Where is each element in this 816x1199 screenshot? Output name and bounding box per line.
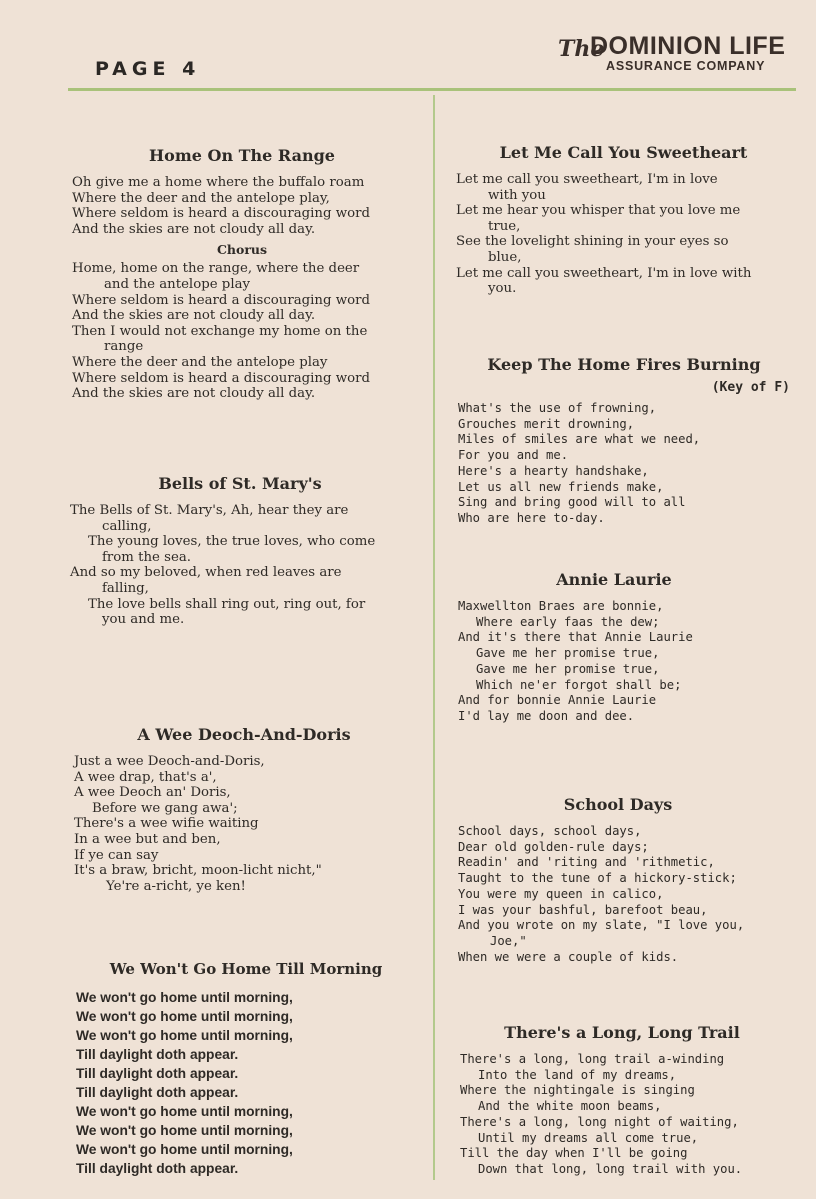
lyric-line: We won't go home until morning, [76, 990, 293, 1005]
lyric-line: We won't go home until morning, [76, 1104, 293, 1119]
lyric-line: We won't go home until morning, [76, 1028, 293, 1043]
lyric-line: Let us all new friends make, [458, 479, 664, 494]
song-title: School Days [563, 795, 673, 814]
lyric-line: and the antelope play [104, 276, 251, 292]
lyric-line: And the white moon beams, [478, 1099, 662, 1114]
lyric-line: Till the day when I'll be going [460, 1146, 688, 1161]
lyric-line: A wee Deoch an' Doris, [74, 785, 231, 801]
lyric-line: We won't go home until morning, [76, 1009, 293, 1024]
lyric-line: What's the use of frowning, [458, 401, 657, 415]
lyric-line: I'd lay me doon and dee. [458, 708, 635, 723]
song-wont-go-home-till-morning [76, 960, 416, 1178]
lyric-line: Into the land of my dreams, [478, 1067, 677, 1082]
lyric-line: A wee drap, that's a', [74, 769, 217, 785]
lyric-line: School days, school days, [458, 824, 642, 838]
lyric-line: Let me call you sweetheart, I'm in love with [456, 265, 752, 281]
column-divider [433, 95, 435, 1180]
lyric-line: with you [488, 187, 546, 203]
lyric-line: And it's there that Annie Laurie [458, 630, 693, 645]
lyric-line: There's a long, long trail a-winding [460, 1052, 725, 1066]
lyric-line: When we were a couple of kids. [458, 949, 679, 964]
lyric-line: Until my dreams all come true, [478, 1130, 699, 1145]
lyric-line: Then I would not exchange my home on the [72, 323, 368, 339]
logo-assurance-company: ASSURANCE COMPANY [606, 59, 766, 73]
company-logo [558, 32, 786, 82]
song-title: Annie Laurie [556, 570, 672, 589]
lyric-line: Dear old golden-rule days; [458, 839, 649, 854]
lyric-line: Just a wee Deoch-and-Doris, [74, 754, 265, 769]
lyric-line: Readin' and 'riting and 'rithmetic, [458, 855, 715, 870]
lyric-line: Joe," [490, 933, 527, 948]
lyric-line: blue, [488, 249, 522, 265]
lyric-line: I was your bashful, barefoot beau, [458, 902, 708, 917]
lyric-line: Before we gang awa'; [92, 800, 238, 816]
lyric-line: The Bells of St. Mary's, Ah, hear they are [70, 503, 349, 518]
song-school-days [458, 795, 798, 965]
lyric-line: See the lovelight shining in your eyes so [456, 234, 729, 250]
lyric-line: Till daylight doth appear. [76, 1085, 239, 1100]
lyric-line: We won't go home until morning, [76, 1142, 293, 1157]
lyric-line: you and me. [102, 612, 185, 628]
lyric-line: range [104, 339, 144, 355]
song-title: We Won't Go Home Till Morning [109, 960, 383, 978]
song-bells-of-st-marys [70, 474, 410, 628]
lyric-line: Till daylight doth appear. [76, 1161, 239, 1176]
lyric-line: Let me call you sweetheart, I'm in love [456, 172, 718, 187]
lyric-line: Where the nightingale is singing [460, 1083, 695, 1098]
lyric-line: You were my queen in calico, [458, 886, 664, 901]
lyric-line: The young loves, the true loves, who come [88, 534, 376, 550]
lyric-line: And the skies are not cloudy all day. [72, 308, 316, 324]
song-wee-deoch-and-doris [74, 725, 414, 894]
lyric-line: Where seldom is heard a discouraging word [72, 370, 370, 386]
logo-the: The [558, 36, 605, 62]
lyric-line: Down that long, long trail with you. [478, 1161, 743, 1176]
song-title: A Wee Deoch-And-Doris [137, 725, 351, 744]
lyric-line: And the skies are not cloudy all day. [72, 221, 316, 237]
lyric-line: Let me hear you whisper that you love me [456, 203, 741, 219]
lyric-line: falling, [102, 580, 149, 596]
song-key-label: (Key of F) [711, 380, 790, 395]
lyric-line: In a wee but and ben, [74, 831, 221, 847]
lyric-line: Who are here to-day. [458, 510, 605, 525]
lyric-line: Oh give me a home where the buffalo roam [72, 175, 365, 190]
lyric-line: Gave me her promise true, [476, 661, 660, 676]
lyric-line: Till daylight doth appear. [76, 1066, 239, 1081]
lyric-line: Here's a hearty handshake, [458, 463, 649, 478]
lyric-line: you. [488, 281, 517, 297]
lyric-line: true, [488, 218, 521, 234]
lyric-line: Grouches merit drowning, [458, 416, 635, 431]
song-title: Keep The Home Fires Burning [487, 355, 761, 374]
lyric-line: For you and me. [458, 448, 569, 463]
song-title: There's a Long, Long Trail [504, 1023, 740, 1042]
lyric-line: And the skies are not cloudy all day. [72, 386, 316, 402]
lyric-line: Miles of smiles are what we need, [458, 432, 701, 447]
lyric-line: There's a long, long night of waiting, [460, 1114, 739, 1129]
song-title: Let Me Call You Sweetheart [499, 143, 748, 162]
lyric-line: Till daylight doth appear. [76, 1047, 239, 1062]
lyric-line: Ye're a-richt, ye ken! [106, 878, 246, 894]
lyric-line: calling, [102, 518, 152, 534]
lyric-line: Where the deer and the antelope play, [72, 190, 330, 206]
lyric-line: If ye can say [74, 847, 159, 863]
lyric-line: The love bells shall ring out, ring out, for [88, 596, 366, 612]
chorus-heading: Chorus [216, 242, 268, 258]
lyric-line: And so my beloved, when red leaves are [70, 565, 342, 581]
logo-dominion-life: DOMINION LIFE [590, 32, 786, 60]
song-long-long-trail [460, 1023, 794, 1178]
lyric-line: Where early faas the dew; [476, 614, 660, 629]
lyric-line: Which ne'er forgot shall be; [476, 677, 682, 692]
lyric-line: And you wrote on my slate, "I love you, [458, 918, 745, 933]
song-keep-the-home-fires-burning [458, 355, 790, 527]
lyric-line: Where seldom is heard a discouraging word [72, 206, 370, 222]
song-let-me-call-you-sweetheart [456, 143, 791, 297]
lyric-line: Where seldom is heard a discouraging word [72, 292, 370, 308]
song-title: Home On The Range [149, 146, 335, 165]
lyric-line: And for bonnie Annie Laurie [458, 693, 657, 708]
lyric-line: It's a braw, bricht, moon-licht nicht," [74, 863, 322, 879]
lyric-line: Gave me her promise true, [476, 646, 660, 661]
lyric-line: Where the deer and the antelope play [72, 354, 328, 370]
lyric-line: We won't go home until morning, [76, 1123, 293, 1138]
lyric-line: Taught to the tune of a hickory-stick; [458, 871, 737, 886]
lyric-line: There's a wee wifie waiting [74, 816, 259, 832]
song-title: Bells of St. Mary's [158, 474, 322, 493]
lyric-line: Maxwellton Braes are bonnie, [458, 599, 664, 613]
page-number: PAGE 4 [95, 58, 201, 80]
header-rule [68, 88, 796, 91]
song-home-on-the-range [72, 146, 412, 402]
lyric-line: Sing and bring good will to all [458, 495, 686, 510]
lyric-line: Home, home on the range, where the deer [72, 261, 360, 277]
lyric-line: from the sea. [102, 549, 191, 565]
song-annie-laurie [458, 570, 770, 725]
